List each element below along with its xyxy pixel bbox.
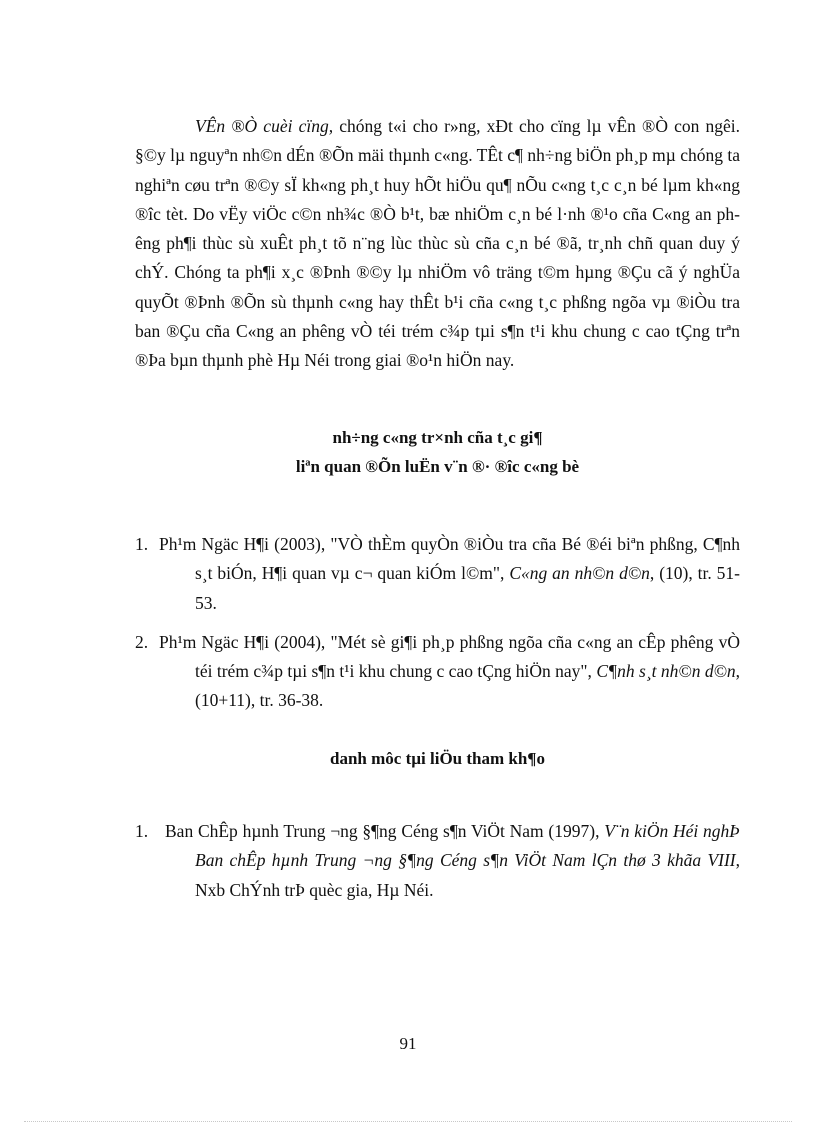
paragraph-body-text: chóng t«i cho r»ng, xÐt cho cïng lµ vÊn ®Ò con ngêi. §©y lµ nguyªn nh©n dÉn ®Õn mäi thµnh c«ng. TÊt c¶ nh÷ng biÖn ph¸p mµ chóng ta nghiªn cøu trªn ®©y sÏ kh«ng ph¸t huy hÕt hiÖu qu¶ nÕu c«ng t¸c c¸n bé lµm kh«ng ®îc tèt. Do vËy viÖc c©n nh¾c ®Ò b¹t, bæ nhiÖm c¸n bé l·nh ®¹o cña C«ng an phêng ph¶i thùc sù xuÊt ph¸t tõ n¨ng lùc thùc sù cña c¸n bé ®ã, tr¸nh chñ quan duy ý chÝ. Chóng ta ph¶i x¸c ®Þnh ®©y lµ nhiÖm vô träng t©m hµng ®Çu cã ý nghÜa quyÕt ®Þnh ®Õn sù thµnh c«ng hay thÊt b¹i cña c«ng t¸c phßng ngõa vµ ®iÒu tra ban ®Çu cña C«ng an phêng vÒ téi trém c¾p tµi s¶n t¹i khu chung c cao tÇng trªn ®Þa bµn thµnh phè Hµ Néi trong giai ®o¹n hiÖn nay. [135,116,741,371]
reference-item [135,817,740,905]
author-work-text: Ph¹m Ngäc H¶i (2003), "VÒ thÈm quyÒn ®iÒu tra cña Bé ®éi biªn phßng, C¶nh s¸t biÓn, H¶i quan vµ c¬ quan kiÓm l©m", [159,534,740,584]
author-works-list [135,530,740,726]
author-works-heading-line1: nh÷ng c«ng tr×nh cña t¸c gi¶ [332,428,543,447]
page-number: 91 [399,1034,417,1053]
references-heading: danh môc tµi liÖu tham kh¶o [330,749,545,768]
author-work-text: Ph¹m Ngäc H¶i (2004), "Mét sè gi¶i ph¸p phßng ngõa cña c«ng an cÊp phêng vÒ téi trém c¾p tµi s¶n t¹i khu chung c cao tÇng hiÖn nay", [159,631,740,682]
author-work-source: C¶nh s¸t nh©n d©n [596,661,736,682]
author-work-item [135,628,740,716]
reference-title: V¨n kiÖn Héi nghÞ Ban chÊp hµnh Trung ¬ng §¶ng Céng s¶n ViÖt Nam lÇn thø 3 khãa VIII [195,821,740,871]
author-work-tail: , (10), tr. 51-53. [195,563,741,613]
author-work-number: 2. [135,631,149,652]
author-work-source: C«ng an nh©n d©n [509,563,650,584]
author-works-heading-line2: liªn quan ®Õn luËn v¨n ®· ®îc c«ng bè [295,457,580,476]
paragraph-lead-italic: VÊn ®Ò cuèi cïng, [195,116,334,136]
page-bottom-divider [24,1121,792,1122]
author-work-item [135,530,740,618]
reference-number: 1. [135,821,149,841]
author-work-tail: , (10+11), tr. 36-38. [195,661,740,711]
author-works-heading [135,423,740,481]
reference-tail: , Nxb ChÝnh trÞ quèc gia, Hµ Néi. [195,850,740,900]
author-work-number: 1. [135,534,149,554]
references-list [135,817,740,915]
closing-paragraph [135,112,740,376]
reference-text: Ban ChÊp hµnh Trung ¬ng §¶ng Céng s¶n ViÖt Nam (1997), [165,821,605,841]
